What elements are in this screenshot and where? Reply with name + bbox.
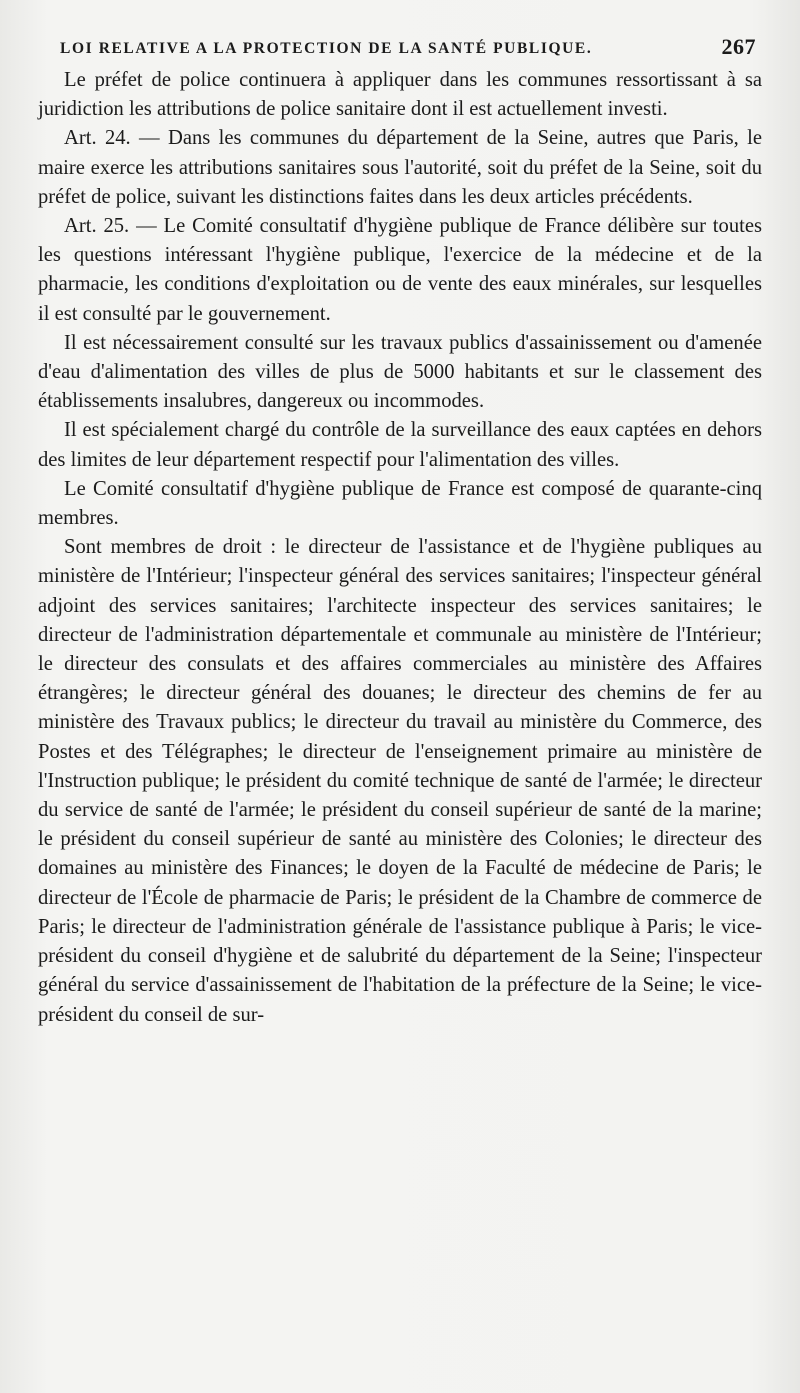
paragraph: Le préfet de police continuera à appliquer dans les communes ressortissant à sa juridiction les attributions de police sanitaire dont il est actuellement investi.: [38, 69, 762, 121]
paragraph: Il est spécialement chargé du contrôle de la surveillance des eaux captées en dehors des limites de leur département respectif pour l'alimentation des villes.: [38, 419, 762, 471]
page-number: 267: [721, 34, 756, 59]
running-title: LOI RELATIVE A LA PROTECTION DE LA SANTÉ PUBLIQUE.: [60, 40, 593, 57]
paragraph-members-list: Sont membres de droit : le directeur de l'assistance et de l'hygiène publiques au ministère de l'Intérieur; l'inspecteur général des services sanitaires; l'inspecteur général adjoint des services sanitaires; l'architecte inspecteur des services sanitaires; le directeur de l'administration départementale et communale au ministère de l'Intérieur; le directeur des consulats et des affaires commerciales au ministère des Affaires étrangères; le directeur général des douanes; le directeur des chemins de fer au ministère des Travaux publics; le directeur du travail au ministère du Commerce, des Postes et des Télégraphes; le directeur de l'enseignement primaire au ministère de l'Instruction publique; le président du comité technique de santé de l'armée; le directeur du service de santé de l'armée; le président du conseil supérieur de santé de la marine; le président du conseil supérieur de santé au ministère des Colonies; le directeur des domaines au ministère des Finances; le doyen de la Faculté de médecine de Paris; le directeur de l'École de pharmacie de Paris; le président de la Chambre de commerce de Paris; le directeur de l'administration générale de l'assistance publique à Paris; le vice-président du conseil d'hygiène et de salubrité du département de la Seine; l'inspecteur général du service d'assainissement de l'habitation de la préfecture de la Seine; le vice-président du conseil de sur-: [38, 536, 762, 1026]
paragraph-article-24: Art. 24. — Dans les communes du département de la Seine, autres que Paris, le maire exerce les attributions sanitaires sous l'autorité, soit du préfet de la Seine, soit du préfet de police, suivant les distinctions faites dans les deux articles précédents.: [38, 127, 762, 208]
paragraph: Le Comité consultatif d'hygiène publique de France est composé de quarante-cinq membres.: [38, 477, 762, 530]
paragraph-article-25: Art. 25. — Le Comité consultatif d'hygiène publique de France délibère sur toutes les questions intéressant l'hygiène publique, l'exercice de la médecine et de la pharmacie, les conditions d'exploitation ou de vente des eaux minérales, sur lesquelles il est consulté par le gouvernement.: [38, 215, 762, 325]
body-text: [38, 66, 762, 1030]
running-header: [38, 32, 762, 66]
paragraph: Il est nécessairement consulté sur les travaux publics d'assainissement ou d'amenée d'eau d'alimentation des villes de plus de 5000 habitants et sur le classement des établissements insalubres, dangereux ou incommodes.: [38, 331, 762, 413]
